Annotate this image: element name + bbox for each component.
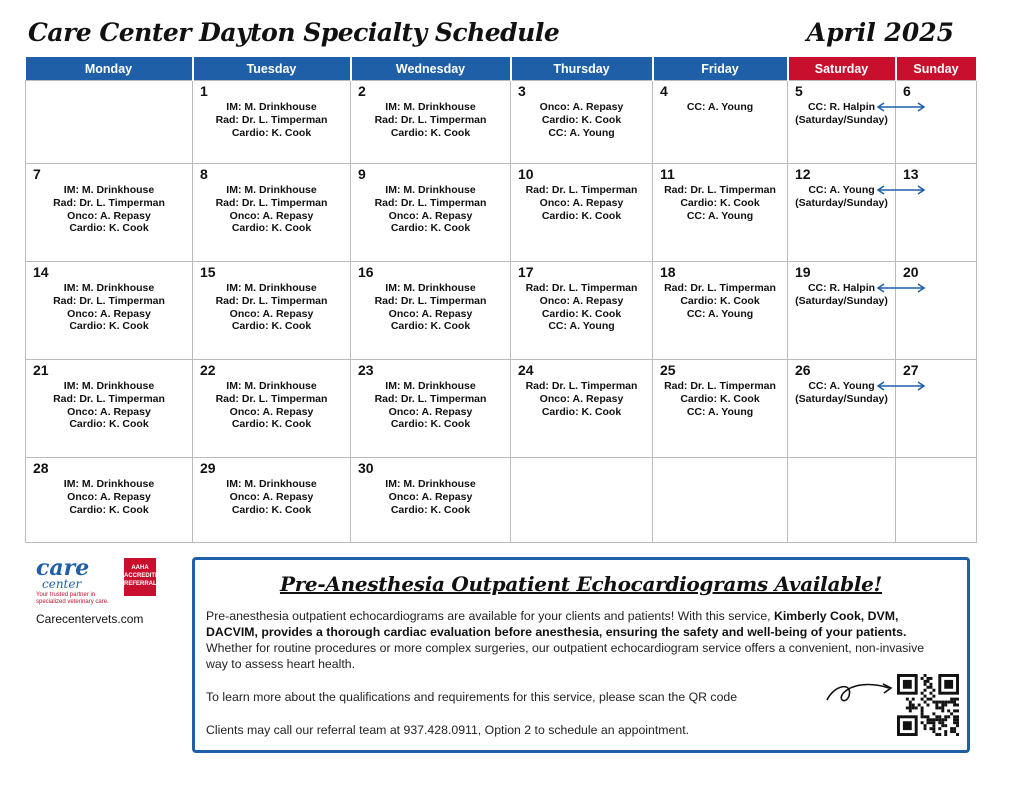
schedule-entry: Onco: A. Repasy [388, 405, 473, 418]
day-number: 24 [518, 362, 534, 378]
website-link[interactable]: Carecentervets.com [36, 612, 144, 626]
day-number: 15 [200, 264, 216, 280]
schedule-entry: CC: A. Young [808, 184, 875, 196]
calendar-grid [25, 57, 978, 543]
header-sunday: Sunday [896, 57, 977, 81]
schedule-entry: Cardio: K. Cook [231, 418, 312, 431]
schedule-entry: CC: R. Halpin [807, 101, 876, 113]
schedule-entry: Cardio: K. Cook [231, 503, 312, 516]
schedule-entry: Rad: Dr. L. Timperman [374, 392, 487, 405]
schedule-entry: (Saturday/Sunday) [795, 392, 888, 405]
day-number [26, 81, 192, 99]
schedule-entry: IM: M. Drinkhouse [385, 380, 476, 392]
schedule-entry: IM: M. Drinkhouse [226, 101, 317, 113]
schedule-entry: Onco: A. Repasy [67, 490, 151, 503]
day-number: 14 [33, 264, 49, 280]
schedule-entry: Rad: Dr. L. Timperman [374, 196, 487, 209]
calendar-day-cell[interactable] [351, 164, 511, 262]
schedule-entries [511, 101, 652, 139]
schedule-entry: Cardio: K. Cook [231, 126, 312, 139]
calendar-day-cell[interactable] [653, 81, 788, 164]
schedule-entries [193, 380, 350, 431]
schedule-entry: Cardio: K. Cook [541, 405, 622, 418]
calendar-day-cell[interactable] [193, 81, 351, 164]
schedule-entries [511, 282, 652, 333]
aaha-badge: AAHA ACCREDITED REFERRAL [124, 558, 156, 596]
calendar-day-cell[interactable] [351, 458, 511, 543]
schedule-entry: CC: A. Young [808, 380, 875, 392]
schedule-entries [351, 282, 510, 333]
schedule-entry: Cardio: K. Cook [69, 503, 149, 516]
promo-paragraph-1 [206, 608, 936, 672]
schedule-entry: Rad: Dr. L. Timperman [215, 196, 328, 209]
day-number: 6 [903, 83, 911, 99]
calendar-day-cell[interactable] [193, 164, 351, 262]
calendar-day-cell[interactable] [26, 164, 193, 262]
swirl-arrow-icon [825, 678, 895, 706]
promo-paragraph-2: To learn more about the qualifications and requirements for this service, please scan the QR code [206, 690, 738, 704]
day-number: 12 [795, 166, 811, 182]
schedule-entry: Onco: A. Repasy [67, 405, 151, 418]
schedule-entry: IM: M. Drinkhouse [226, 478, 317, 490]
day-number: 22 [200, 362, 216, 378]
schedule-entry: Onco: A. Repasy [539, 294, 624, 307]
day-number: 27 [903, 362, 919, 378]
schedule-entry: IM: M. Drinkhouse [226, 282, 317, 294]
calendar-day-cell[interactable] [511, 360, 653, 458]
schedule-entries [26, 380, 192, 431]
schedule-entry: Rad: Dr. L. Timperman [215, 392, 328, 405]
schedule-entry: CC: A. Young [686, 307, 754, 320]
day-number: 30 [358, 460, 374, 476]
schedule-entry: Cardio: K. Cook [680, 196, 760, 209]
schedule-entry: Rad: Dr. L. Timperman [53, 196, 165, 209]
day-number: 20 [903, 264, 919, 280]
schedule-entries [193, 101, 350, 139]
day-number: 16 [358, 264, 374, 280]
schedule-entry: IM: M. Drinkhouse [385, 101, 476, 113]
schedule-entry: Cardio: K. Cook [69, 320, 149, 333]
schedule-entry: Rad: Dr. L. Timperman [664, 380, 776, 392]
schedule-entries [193, 282, 350, 333]
calendar-day-cell[interactable] [511, 81, 653, 164]
calendar-day-cell[interactable] [351, 360, 511, 458]
calendar-day-cell[interactable] [193, 458, 351, 543]
schedule-entry: Onco: A. Repasy [67, 209, 151, 222]
schedule-entries [351, 101, 510, 139]
day-number: 10 [518, 166, 534, 182]
care-center-logo [36, 555, 164, 626]
schedule-entry: Onco: A. Repasy [388, 490, 473, 503]
schedule-entry: Cardio: K. Cook [680, 392, 760, 405]
calendar-week-row [26, 458, 977, 543]
header-monday: Monday [26, 57, 193, 81]
calendar-day-cell[interactable] [193, 262, 351, 360]
schedule-entry: CC: R. Halpin [807, 282, 876, 294]
logo-tagline: Your trusted partner in specialized veterinary care. [36, 592, 109, 605]
calendar-day-cell[interactable] [26, 81, 193, 164]
calendar-day-cell[interactable] [896, 164, 977, 262]
schedule-entry: Cardio: K. Cook [231, 320, 312, 333]
calendar-day-cell[interactable] [788, 81, 896, 164]
day-number: 2 [358, 83, 366, 99]
calendar-day-cell[interactable] [788, 458, 896, 543]
calendar-day-cell[interactable] [511, 164, 653, 262]
schedule-entry: (Saturday/Sunday) [795, 196, 888, 209]
schedule-entries [511, 184, 652, 222]
qr-code-icon[interactable] [897, 674, 959, 736]
logo-center-text: center [42, 577, 82, 591]
schedule-entry: Cardio: K. Cook [541, 113, 622, 126]
schedule-entries [653, 380, 787, 418]
day-number: 26 [795, 362, 811, 378]
schedule-entries [351, 184, 510, 235]
day-number: 17 [518, 264, 534, 280]
schedule-entry: Onco: A. Repasy [539, 392, 624, 405]
day-number: 19 [795, 264, 811, 280]
schedule-entry: Cardio: K. Cook [541, 307, 622, 320]
schedule-entry: IM: M. Drinkhouse [385, 478, 476, 490]
schedule-entry: CC: A. Young [686, 209, 754, 222]
calendar-day-cell[interactable] [788, 164, 896, 262]
calendar-day-cell[interactable] [26, 360, 193, 458]
schedule-entry: Cardio: K. Cook [69, 222, 149, 235]
schedule-entry: Onco: A. Repasy [67, 307, 151, 320]
calendar-day-cell[interactable] [788, 360, 896, 458]
calendar-day-cell[interactable] [26, 458, 193, 543]
schedule-entry: Onco: A. Repasy [229, 209, 314, 222]
day-number: 9 [358, 166, 366, 182]
schedule-entry: Onco: A. Repasy [229, 405, 314, 418]
day-number: 11 [660, 166, 675, 182]
day-number: 7 [33, 166, 41, 182]
schedule-entry: Rad: Dr. L. Timperman [664, 184, 776, 196]
day-number: 5 [795, 83, 803, 99]
schedule-entries [351, 380, 510, 431]
schedule-entry: IM: M. Drinkhouse [63, 478, 155, 490]
schedule-entry: Cardio: K. Cook [390, 418, 471, 431]
schedule-entry: IM: M. Drinkhouse [385, 184, 476, 196]
calendar-day-cell[interactable] [351, 262, 511, 360]
schedule-entry: Rad: Dr. L. Timperman [374, 294, 487, 307]
schedule-entry: Cardio: K. Cook [231, 222, 312, 235]
day-number: 23 [358, 362, 374, 378]
day-number [896, 458, 976, 476]
promo-p1-end: Whether for routine procedures or more complex surgeries, our outpatient echocardiogram service offers a convenient, non-invasive way to assess heart health. [206, 641, 925, 671]
day-number [788, 458, 895, 476]
calendar-day-cell[interactable] [896, 360, 977, 458]
schedule-entry: (Saturday/Sunday) [795, 113, 888, 126]
schedule-entry: IM: M. Drinkhouse [63, 184, 155, 196]
calendar-day-cell[interactable] [511, 458, 653, 543]
schedule-entry: Cardio: K. Cook [390, 503, 471, 516]
schedule-entry: (Saturday/Sunday) [795, 294, 888, 307]
calendar-day-cell[interactable] [653, 458, 788, 543]
header-thursday: Thursday [511, 57, 653, 81]
header-wednesday: Wednesday [351, 57, 511, 81]
schedule-entry: Cardio: K. Cook [69, 418, 149, 431]
schedule-entries [193, 184, 350, 235]
schedule-entries [511, 380, 652, 418]
schedule-entry: Onco: A. Repasy [388, 209, 473, 222]
day-number: 18 [660, 264, 676, 280]
schedule-entry: Rad: Dr. L. Timperman [53, 392, 165, 405]
promo-box [192, 557, 970, 753]
schedule-entry: Rad: Dr. L. Timperman [215, 294, 328, 307]
schedule-entry: IM: M. Drinkhouse [63, 282, 155, 294]
schedule-entries [653, 184, 787, 222]
promo-title: Pre-Anesthesia Outpatient Echocardiograms Available! [279, 572, 883, 596]
schedule-entry: Cardio: K. Cook [390, 320, 471, 333]
calendar-day-cell[interactable] [351, 81, 511, 164]
calendar-day-cell[interactable] [896, 458, 977, 543]
schedule-entry: Rad: Dr. L. Timperman [525, 184, 638, 196]
schedule-entry: Onco: A. Repasy [539, 196, 624, 209]
schedule-entry: CC: A. Young [686, 405, 754, 418]
promo-body [206, 608, 936, 738]
header-saturday: Saturday [788, 57, 896, 81]
day-number: 4 [660, 83, 668, 99]
schedule-entry: Onco: A. Repasy [229, 490, 314, 503]
promo-p1-bold: Kimberly Cook, DVM, DACVIM, provides a thorough cardiac evaluation before anesthesia, ensuring the safety and well-being of your patients. [206, 609, 907, 639]
header-friday: Friday [653, 57, 788, 81]
schedule-entry: Cardio: K. Cook [390, 126, 471, 139]
schedule-entry: Rad: Dr. L. Timperman [215, 113, 328, 126]
schedule-entry: CC: A. Young [548, 320, 615, 333]
day-number: 3 [518, 83, 526, 99]
calendar-day-cell[interactable] [653, 262, 788, 360]
calendar-week-row [26, 81, 977, 164]
day-number: 21 [33, 362, 49, 378]
promo-p1-start: Pre-anesthesia outpatient echocardiograms are available for your clients and patients! With this service, [206, 609, 774, 623]
schedule-entry: Cardio: K. Cook [390, 222, 471, 235]
calendar-day-cell[interactable] [788, 262, 896, 360]
calendar-day-cell[interactable] [193, 360, 351, 458]
schedule-entry: IM: M. Drinkhouse [63, 380, 155, 392]
schedule-entry: Onco: A. Repasy [539, 101, 624, 113]
schedule-entry: IM: M. Drinkhouse [226, 184, 317, 196]
schedule-entries [653, 282, 787, 320]
day-number: 29 [200, 460, 216, 476]
weekday-header-row [26, 57, 977, 81]
calendar-day-cell[interactable] [653, 164, 788, 262]
schedule-entry: CC: A. Young [548, 126, 615, 139]
schedule-entry: Rad: Dr. L. Timperman [374, 113, 487, 126]
schedule-entries [26, 282, 192, 333]
day-number: 1 [200, 83, 208, 99]
calendar-day-cell[interactable] [896, 81, 977, 164]
schedule-entry: IM: M. Drinkhouse [226, 380, 317, 392]
schedule-title: Care Center Dayton Specialty Schedule [28, 18, 560, 47]
calendar-day-cell[interactable] [896, 262, 977, 360]
schedule-entry: CC: A. Young [686, 101, 754, 113]
schedule-entries [26, 184, 192, 235]
schedule-entries [193, 478, 350, 516]
schedule-entry: Onco: A. Repasy [229, 307, 314, 320]
schedule-entry: Rad: Dr. L. Timperman [525, 282, 638, 294]
schedule-entry: Cardio: K. Cook [541, 209, 622, 222]
promo-paragraph-3: Clients may call our referral team at 937.428.0911, Option 2 to schedule an appointment. [206, 723, 690, 737]
schedule-entry: IM: M. Drinkhouse [385, 282, 476, 294]
calendar-week-row [26, 360, 977, 458]
calendar-day-cell[interactable] [653, 360, 788, 458]
calendar-week-row [26, 164, 977, 262]
day-number [511, 458, 652, 476]
calendar-day-cell[interactable] [511, 262, 653, 360]
calendar-day-cell[interactable] [26, 262, 193, 360]
day-number: 25 [660, 362, 676, 378]
schedule-entries [351, 478, 510, 516]
day-number: 13 [903, 166, 919, 182]
day-number: 8 [200, 166, 208, 182]
logo-care-text: care [36, 555, 90, 581]
month-label: April 2025 [806, 18, 954, 47]
header-tuesday: Tuesday [193, 57, 351, 81]
schedule-entry: Rad: Dr. L. Timperman [525, 380, 638, 392]
schedule-entry: Rad: Dr. L. Timperman [664, 282, 776, 294]
schedule-entry: Rad: Dr. L. Timperman [53, 294, 165, 307]
schedule-entry: Cardio: K. Cook [680, 294, 760, 307]
schedule-entries [653, 101, 787, 114]
schedule-entries [26, 478, 192, 516]
schedule-entry: Onco: A. Repasy [388, 307, 473, 320]
day-number [653, 458, 787, 476]
day-number: 28 [33, 460, 49, 476]
calendar-week-row [26, 262, 977, 360]
